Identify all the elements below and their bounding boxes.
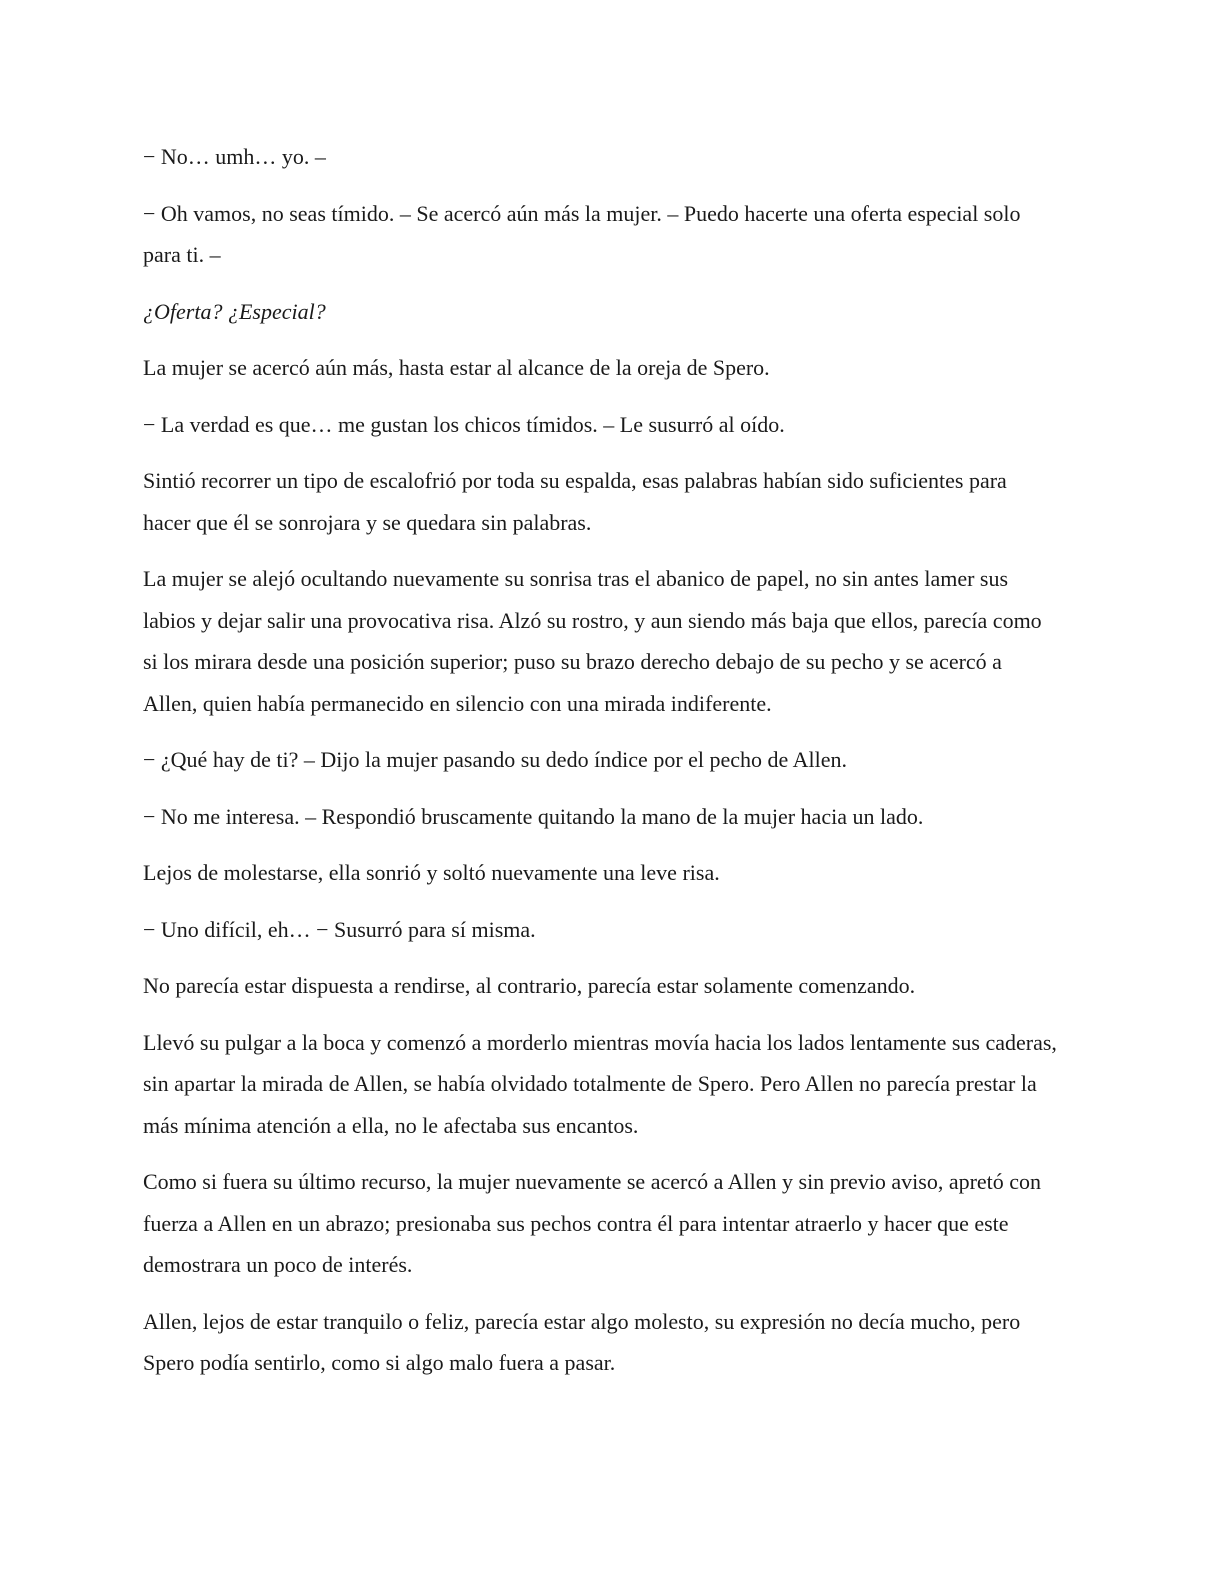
paragraph: − No… umh… yo. – (143, 144, 326, 169)
paragraph: − ¿Qué hay de ti? – Dijo la mujer pasando su dedo índice por el pecho de Allen. (143, 747, 847, 772)
paragraph: − La verdad es que… me gustan los chicos tímidos. – Le susurró al oído. (143, 411, 785, 437)
document-page (143, 136, 1058, 1399)
paragraph: − Uno difícil, eh… − Susurró para sí misma. (143, 916, 536, 942)
paragraph: − No me interesa. – Respondió bruscamente quitando la mano de la mujer hacia un lado. (143, 803, 924, 829)
paragraph: Como si fuera su último recurso, la mujer nuevamente se acercó a Allen y sin previo aviso, apretó con fuerza a Allen en un abrazo; presionaba sus pechos contra él para intentar atraerlo y hacer que este demostrara un poco de interés. (143, 1169, 1042, 1277)
paragraph: Allen, lejos de estar tranquilo o feliz, parecía estar algo molesto, su expresión no decía mucho, pero Spero podía sentirlo, como si algo malo fuera a pasar. (143, 1308, 1021, 1375)
paragraph: Sintió recorrer un tipo de escalofrió por toda su espalda, esas palabras habían sido suficientes para hacer que él se sonrojara y se quedara sin palabras. (143, 468, 1007, 535)
paragraph: La mujer se acercó aún más, hasta estar al alcance de la oreja de Spero. (143, 355, 770, 380)
paragraph: − Oh vamos, no seas tímido. – Se acercó aún más la mujer. – Puedo hacerte una oferta especial solo para ti. – (143, 200, 1021, 267)
paragraph: Llevó su pulgar a la boca y comenzó a morderlo mientras movía hacia los lados lentamente sus caderas, sin apartar la mirada de Allen, se había olvidado totalmente de Spero. Pero Allen no parecía prestar la más mínima atención a ella, no le afectaba sus encantos. (143, 1029, 1057, 1138)
paragraph: No parecía estar dispuesta a rendirse, al contrario, parecía estar solamente comenzando. (143, 973, 916, 998)
paragraph: Lejos de molestarse, ella sonrió y soltó nuevamente una leve risa. (143, 860, 720, 885)
paragraph: La mujer se alejó ocultando nuevamente su sonrisa tras el abanico de papel, no sin antes lamer sus labios y dejar salir una provocativa risa. Alzó su rostro, y aun siendo más baja que ellos, parecía como si los mirara desde una posición superior; puso su brazo derecho debajo de su pecho y se acercó a Allen, quien había permanecido en silencio con una mirada indiferente. (143, 566, 1042, 716)
paragraph-italic-thought: ¿Oferta? ¿Especial? (143, 298, 326, 324)
